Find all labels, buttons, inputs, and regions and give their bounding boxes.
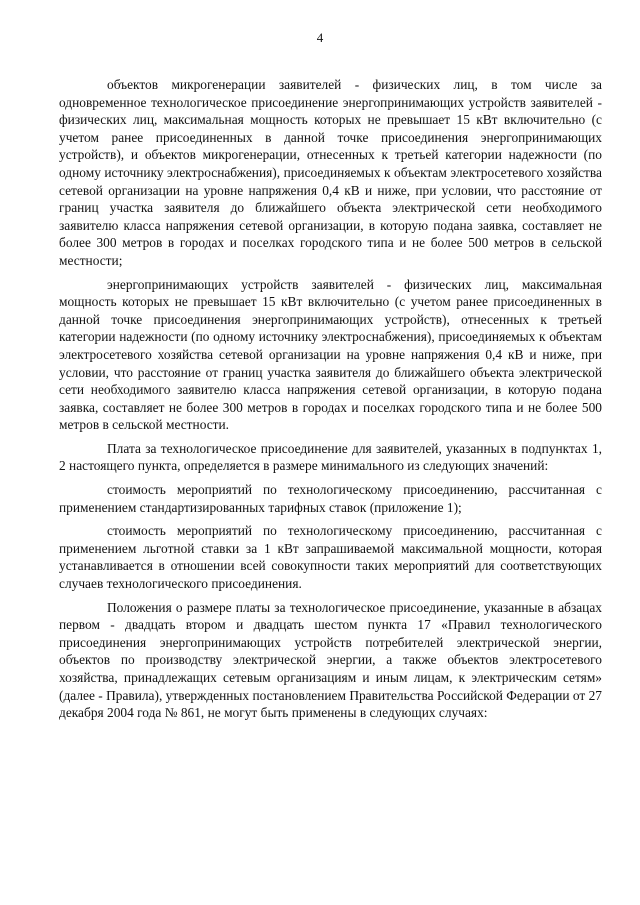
- document-body: [59, 76, 602, 728]
- paragraph-cost-preferential-rate: стоимость мероприятий по технологическому присоединению, рассчитанная с применением льготной ставки за 1 кВт запрашиваемой максимальной мощности, которая устанавливается в отношении всей совокупности таких мероприятий для соответствующих случаев технологического присоединения.: [59, 523, 602, 592]
- paragraph-rules-provisions: Положения о размере платы за технологическое присоединение, указанные в абзацах первом - двадцать втором и двадцать шестом пункта 17 «Правил технологического присоединения энергопринимающих устройств потребителей электрической энергии, объектов по производству электрической энергии, а также объектов электросетевого хозяйства, принадлежащих сетевым организациям и иным лицам, к электрическим сетям» (далее - Правила), утвержденных постановлением Правительства Российской Федерации от 27 декабря 2004 года № 861, не могут быть применены в следующих случаях:: [59, 599, 602, 721]
- paragraph-fee-determination: Плата за технологическое присоединение для заявителей, указанных в подпунктах 1, 2 настоящего пункта, определяется в размере минимального из следующих значений:: [59, 440, 602, 474]
- paragraph-microgeneration-continuation: объектов микрогенерации заявителей - физических лиц, в том числе за одновременное технологическое присоединение энергопринимающих устройств заявителей - физических лиц, максимальная мощность которых не превышает 15 кВт включительно (с учетом ранее присоединенных в данной точке присоединения энергопринимающих устройств), и объектов микрогенерации, отнесенных к третьей категории надежности (по одному источнику электроснабжения), присоединяемых к объектам электросетевого хозяйства сетевой организации на уровне напряжения 0,4 кВ и ниже, при условии, что расстояние от границ участка заявителя до ближайшего объекта электрической сети необходимого заявителю класса напряжения сетевой организации, в которую подана заявка, составляет не более 300 метров в городах и поселках городского типа и не более 500 метров в сельской местности;: [59, 77, 602, 268]
- page-number: 4: [316, 30, 324, 45]
- paragraph-energy-receiving-devices: энергопринимающих устройств заявителей - физических лиц, максимальная мощность которых не превышает 15 кВт включительно (с учетом ранее присоединенных в данной точке присоединения энергопринимающих устройств), отнесенных к третьей категории надежности (по одному источнику электроснабжения), присоединяемых к объектам электросетевого хозяйства сетевой организации на уровне напряжения 0,4 кВ и ниже, при условии, что расстояние от границ участка заявителя до ближайшего объекта электрической сети необходимого заявителю класса напряжения сетевой организации, в которую подана заявка, составляет не более 300 метров в городах и поселках городского типа и не более 500 метров в сельской местности.: [59, 276, 602, 433]
- paragraph-cost-standard-rates: стоимость мероприятий по технологическому присоединению, рассчитанная с применением стандартизированных тарифных ставок (приложение 1);: [59, 482, 602, 515]
